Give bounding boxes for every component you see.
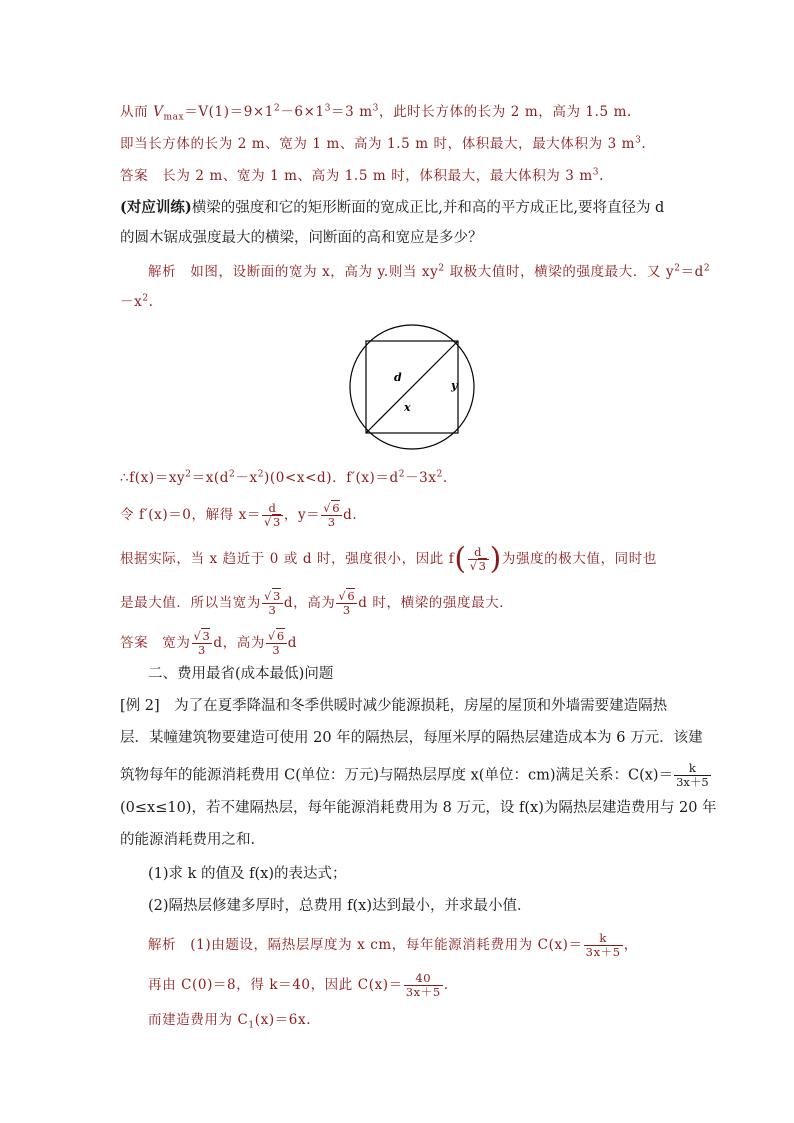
- example-line-4: (0≤x≤10)，若不建隔热层，每年能源消耗费用为 8 万元，设 f(x)为隔热层建造费用与 20 年: [120, 800, 717, 816]
- diagram-label-x: x: [404, 401, 411, 414]
- text-line-vmax: 从而 $V_{max}=V(1)=9\times 1^2-6\times 1^3=3$ $m^3$，此时长方体的长为 2 m，高为 1.5 m.: [120, 103, 632, 123]
- example-label: [例 2]: [120, 698, 160, 714]
- solution-line-critical-point: 令 f′(x)＝0，解得 x＝ $\frac{d}{√3}$ ，y＝ $\frac{√6}{3}$ d.: [120, 501, 358, 529]
- solution-2-line-1: 解析 (1)由题设，隔热层厚度为 x cm，每年能源消耗费用为 C(x)＝ $\frac{k}{3x+5}$ ，: [148, 931, 638, 959]
- solution-line-reasoning: 根据实际，当 x 趋近于 0 或 d 时，强度很小，因此 f( $\frac{d}{√3}$ )为强度的极大值，同时也: [120, 541, 657, 577]
- section-title: 二、费用最省(成本最低)问题: [148, 666, 334, 682]
- diagram-label-y: y: [451, 379, 458, 392]
- example-line-5: 的能源消耗费用之和．: [120, 832, 265, 848]
- solution-line-max: 是最大值．所以当宽为 $\frac{√3}{3}$ d，高为 $\frac{√6}{3}$ d 时，横梁的强度最大．: [120, 589, 514, 617]
- solution-label: 解析: [148, 264, 177, 280]
- diagram-label-d: d: [394, 371, 402, 384]
- answer-line-2: 答案 宽为 $\frac{√3}{3}$ d，高为 $\frac{√6}{3}$ d: [120, 629, 298, 657]
- solution-2-line-3: 而建造费用为 $C_1(x)=6x$.: [148, 1012, 312, 1031]
- solution-line-2: $-x^2$.: [120, 293, 154, 310]
- solution-line-function: $\therefore f(x)=xy^2=x(d^2-x^2)(0<x<d)$．$f'(x)=d^2-3x^2$.: [120, 469, 448, 486]
- exercise-prompt-line-2: 的圆木锯成强度最大的横梁，问断面的高和宽应是多少？: [120, 230, 483, 246]
- text-line-conclusion: 即当长方体的长为 2 m、宽为 1 m、高为 1.5 m 时，体积最大，最大体积为 3 $m^3$.: [120, 135, 647, 152]
- answer-line-1: 答案 长为 2 m、宽为 1 m、高为 1.5 m 时，体积最大，最大体积为 3 $m^3$.: [120, 167, 604, 184]
- diagonal-line: [366, 341, 458, 433]
- example-line-3: 筑物每年的能源消耗费用 C(单位：万元)与隔热层厚度 x(单位：cm)满足关系：C(x)＝ $\frac{k}{3x+5}$: [120, 761, 709, 789]
- solution-2-line-2: 再由 C(0)＝8，得 k＝40，因此 C(x)＝ $\frac{40}{3x+5}$ .: [148, 971, 449, 999]
- question-1: (1)求 k 的值及 f(x)的表达式；: [148, 866, 347, 882]
- answer-label: 答案: [120, 168, 149, 184]
- example-line-1: [例 2] 为了在夏季降温和冬季供暖时减少能源损耗，房屋的屋顶和外墙需要建造隔热: [120, 698, 668, 714]
- exercise-prompt-line-1: (对应训练)横梁的强度和它的矩形断面的宽成正比,并和高的平方成正比,要将直径为 d: [120, 199, 665, 216]
- answer-label: 答案: [120, 635, 149, 651]
- beam-cross-section-diagram: [348, 323, 476, 451]
- question-2: (2)隔热层修建多厚时，总费用 f(x)达到最小，并求最小值．: [148, 898, 532, 914]
- exercise-label: (对应训练): [120, 199, 192, 216]
- solution-label: 解析: [148, 937, 177, 953]
- solution-line-1: 解析 如图，设断面的宽为 x，高为 y.则当 $xy^2$ 取极大值时，横梁的强度最大．又 $y^2=d^2$: [148, 263, 711, 280]
- example-line-2: 层．某幢建筑物要建造可使用 20 年的隔热层，每厘米厚的隔热层建造成本为 6 万元．该建: [120, 730, 703, 746]
